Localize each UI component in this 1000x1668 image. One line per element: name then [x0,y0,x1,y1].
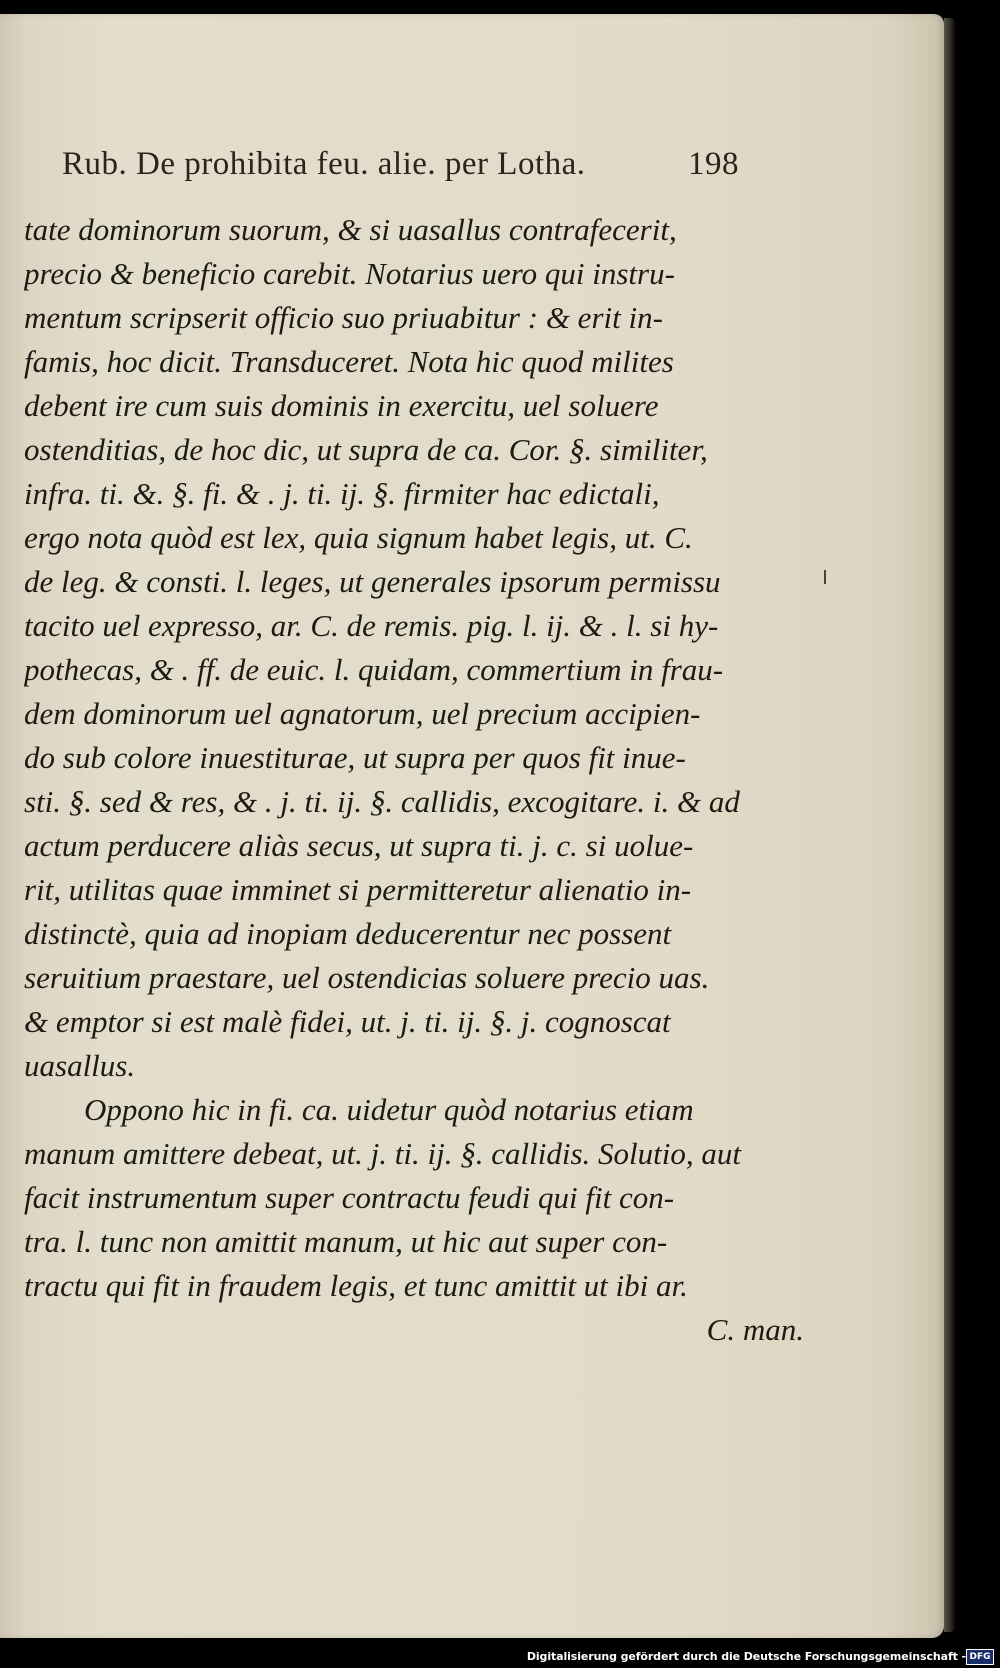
text-line: tacito uel expresso, ar. C. de remis. pig. l. ij. & . l. si hy- [24,608,719,643]
page-edge [944,18,956,1632]
text-line: infra. ti. &. §. fi. & . j. ti. ij. §. firmiter hac edictali, [24,476,660,511]
text-line: facit instrumentum super contractu feudi qui fit con- [24,1180,675,1215]
running-head [62,146,782,196]
catchword: C. man. [706,1312,804,1347]
text-line: sti. §. sed & res, & . j. ti. ij. §. callidis, excogitare. i. & ad [24,784,740,819]
body-text [24,208,804,1352]
text-line: famis, hoc dicit. Transduceret. Nota hic quod milites [24,344,674,379]
running-head-title: Rub. De prohibita feu. alie. per Lotha. [62,146,586,182]
folio-number: 198 [688,146,739,182]
text-line: mentum scripserit officio suo priuabitur : & erit in- [24,300,663,335]
text-line: manum amittere debeat, ut. j. ti. ij. §. callidis. Solutio, aut [24,1136,741,1171]
dfg-logo: DFG [966,1649,994,1665]
text-line: rit, utilitas quae imminet si permitteretur alienatio in- [24,872,692,907]
margin-mark [824,570,826,584]
paragraph-start-line: Oppono hic in fi. ca. uidetur quòd notarius etiam [84,1092,694,1127]
text-line: actum perducere aliàs secus, ut supra ti. j. c. si uolue- [24,828,694,863]
text-line: dem dominorum uel agnatorum, uel precium accipien- [24,696,701,731]
text-line: tractu qui fit in fraudem legis, et tunc amittit ut ibi ar. [24,1268,688,1303]
digitization-credit: Digitalisierung gefördert durch die Deutsche Forschungsgemeinschaft - [526,1650,966,1663]
text-line: uasallus. [24,1048,136,1083]
text-line: tate dominorum suorum, & si uasallus contrafecerit, [24,212,677,247]
text-line: tra. l. tunc non amittit manum, ut hic aut super con- [24,1224,668,1259]
text-line: debent ire cum suis dominis in exercitu, uel soluere [24,388,659,423]
text-line: ergo nota quòd est lex, quia signum habet legis, ut. C. [24,520,693,555]
text-line: precio & beneficio carebit. Notarius uero qui instru- [24,256,675,291]
text-line: & emptor si est malè fidei, ut. j. ti. ij. §. j. cognoscat [24,1004,671,1039]
text-line: distinctè, quia ad inopiam deducerentur nec possent [24,916,672,951]
text-line: de leg. & consti. l. leges, ut generales ipsorum permissu [24,564,721,599]
text-line: seruitium praestare, uel ostendicias soluere precio uas. [24,960,710,995]
text-line: pothecas, & . ff. de euic. l. quidam, commertium in frau- [24,652,724,687]
text-line: do sub colore inuestiturae, ut supra per quos fit inue- [24,740,686,775]
text-line: ostenditias, de hoc dic, ut supra de ca. Cor. §. similiter, [24,432,708,467]
